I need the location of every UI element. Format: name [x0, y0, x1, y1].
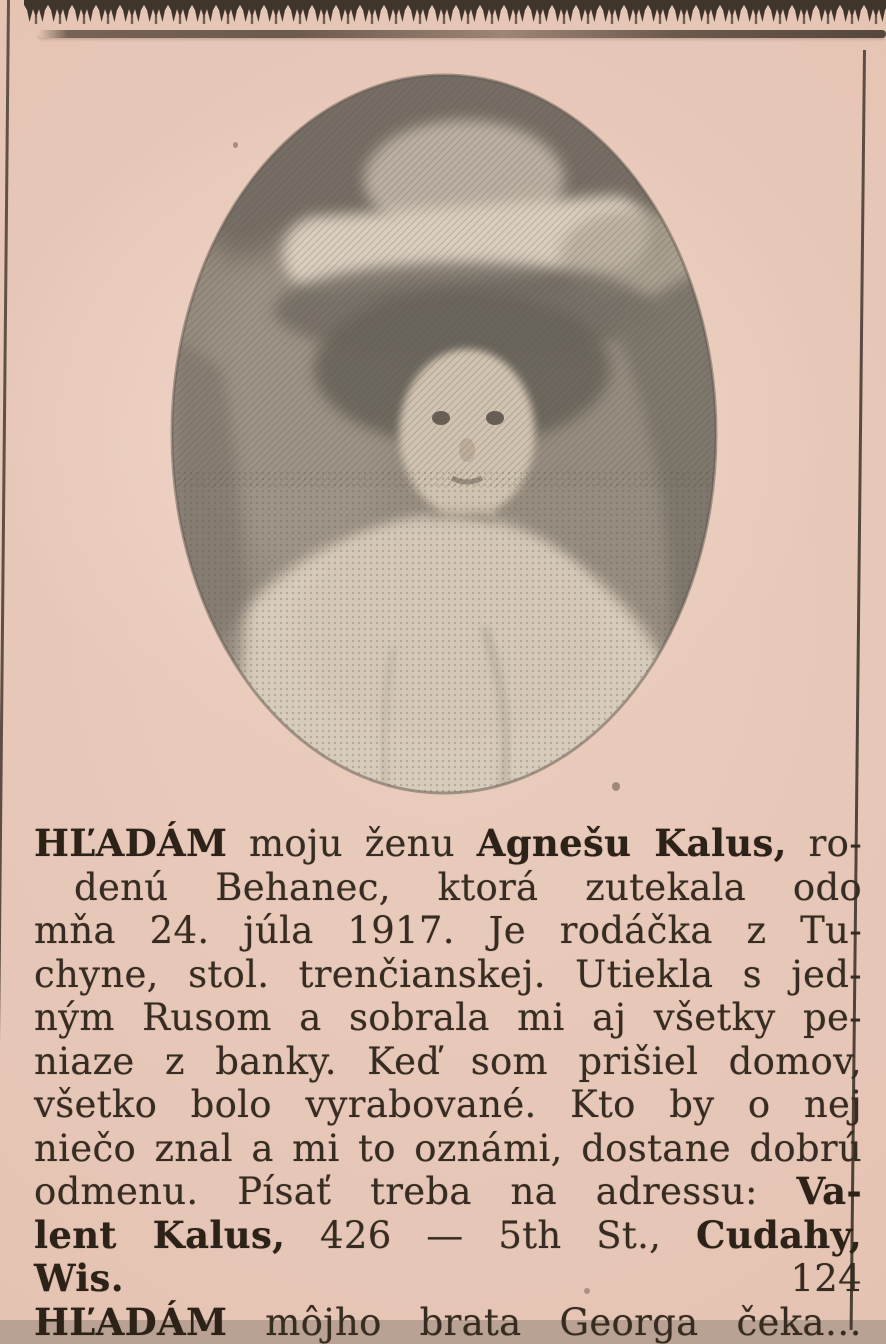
ad-regular-text: čeka… — [736, 1301, 862, 1344]
ad-regular-text: mňa 24. júla 1917. Je rodáčka z Tu- — [34, 909, 862, 952]
ad-regular-text: niečo znal a mi to oznámi, dostane dobrú — [34, 1127, 862, 1170]
ad-text-line — [34, 1170, 862, 1214]
portrait-photo — [164, 68, 724, 804]
ad-regular-text: 426 — 5th St., — [320, 1214, 661, 1257]
top-horizontal-rule — [38, 30, 886, 38]
ad-regular-text: niaze z banky. Keď som prišiel domov, — [34, 1040, 862, 1083]
ad-regular-text: Georga — [559, 1301, 698, 1344]
tassel-border-ornament — [24, 0, 886, 30]
ad-text-line — [34, 1257, 862, 1301]
ad-regular-text: 124 — [790, 1257, 862, 1300]
ad-regular-text: chyne, stol. trenčianskej. Utiekla s jed- — [34, 953, 862, 996]
ad-regular-text: všetko bolo vyrabované. Kto by o nej — [34, 1083, 862, 1126]
next-ad-partial-line — [34, 1301, 862, 1344]
ad-text-line — [34, 822, 862, 866]
ad-text-line — [34, 1040, 862, 1084]
ad-text-line — [34, 953, 862, 997]
ad-bold-text: Cudahy, — [696, 1213, 862, 1257]
ad-regular-text: ro- — [809, 822, 862, 865]
ad-text — [34, 822, 862, 1344]
ink-speck — [233, 142, 238, 148]
ad-regular-text: odmenu. Písať treba na adressu: — [34, 1170, 758, 1213]
ad-bold-text: HĽADÁM — [34, 821, 227, 865]
ad-bold-text: Agnešu Kalus, — [477, 821, 787, 865]
left-column-rule — [0, 0, 10, 1330]
ad-bold-text: lent Kalus, — [34, 1213, 285, 1257]
ad-regular-text: ným Rusom a sobrala mi aj všetky pe- — [34, 996, 862, 1039]
ad-regular-text: môjho brata — [265, 1301, 521, 1344]
ad-text-line — [34, 1214, 862, 1258]
ad-regular-text: denú Behanec, ktorá zutekala odo — [74, 866, 862, 909]
ad-regular-text: moju ženu — [249, 822, 455, 865]
ink-speck — [612, 782, 620, 791]
ad-bold-text: Wis. — [34, 1256, 124, 1300]
ad-text-line — [34, 866, 862, 910]
ad-text-line — [34, 909, 862, 953]
ad-text-line — [34, 1127, 862, 1171]
ad-bold-text: Va- — [796, 1169, 862, 1213]
ad-bold-text: HĽADÁM — [34, 1300, 227, 1344]
ad-text-line — [34, 996, 862, 1040]
ad-text-line — [34, 1083, 862, 1127]
